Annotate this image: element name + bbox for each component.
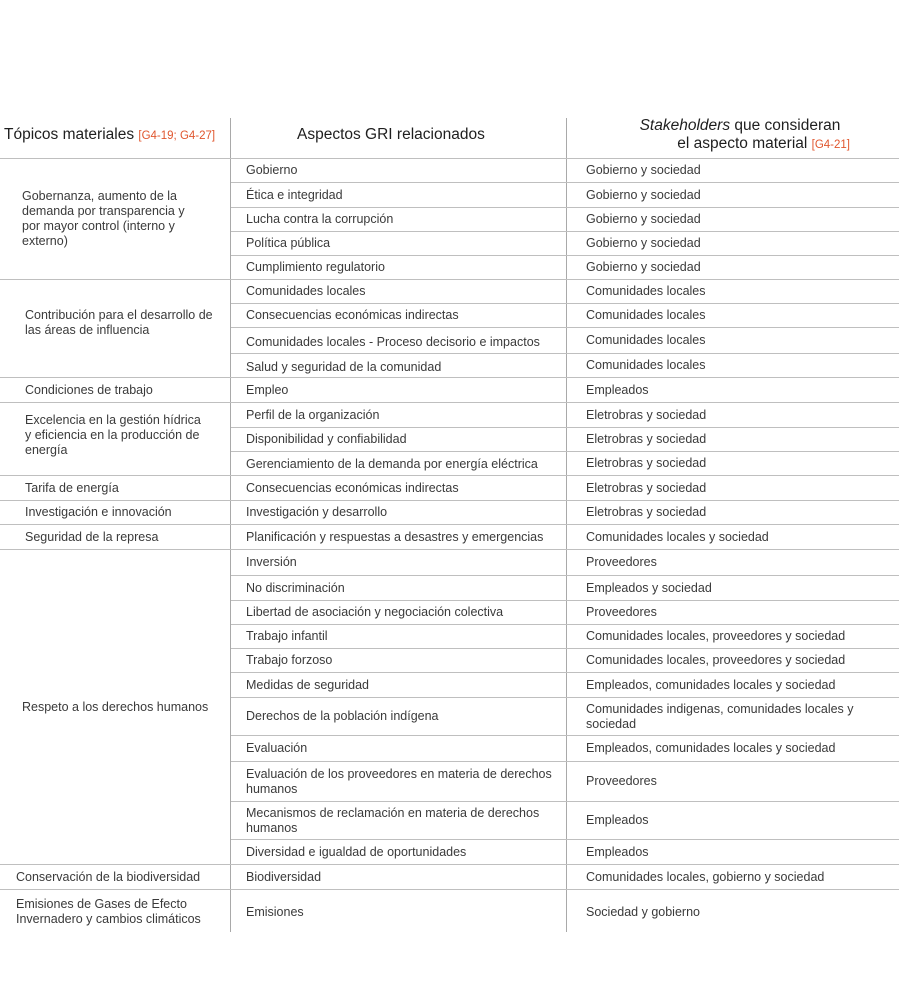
stakeholder-label: Empleados — [586, 382, 649, 397]
stakeholder-label: Comunidades locales — [586, 308, 706, 322]
aspect-label: Trabajo infantil — [246, 629, 328, 643]
stakeholder-label: Eletrobras y sociedad — [586, 432, 707, 446]
aspect-label: Comunidades locales — [246, 284, 366, 298]
topic-cell — [0, 550, 230, 864]
header-stakeholders-line2 — [600, 135, 880, 154]
aspect-label: Empleo — [246, 382, 289, 397]
stakeholder-cell — [586, 208, 886, 231]
stakeholder-label: Gobierno y sociedad — [586, 212, 701, 226]
stakeholder-cell — [586, 525, 886, 549]
topic-label: Excelencia en la gestión hídrica y eficiencia en la producción de energía — [25, 413, 201, 457]
aspect-label: Gerenciamiento de la demanda por energía eléctrica — [246, 457, 538, 471]
stakeholder-label: Gobierno y sociedad — [586, 260, 701, 274]
stakeholder-label: Empleados, comunidades locales y sociedad — [586, 677, 836, 692]
aspect-cell — [246, 525, 564, 549]
stakeholder-cell — [586, 865, 886, 889]
aspect-label: Cumplimiento regulatorio — [246, 260, 385, 274]
stakeholder-label: Comunidades locales — [586, 333, 706, 347]
topic-label: Condiciones de trabajo — [25, 382, 153, 397]
topic-cell — [0, 890, 230, 934]
stakeholder-label: Comunidades locales, gobierno y sociedad — [586, 869, 825, 884]
stakeholder-label: Comunidades locales y sociedad — [586, 529, 769, 544]
topic-label: Contribución para el desarrollo de las áreas de influencia — [25, 308, 213, 337]
stakeholder-cell — [586, 328, 886, 353]
aspect-label: Medidas de seguridad — [246, 677, 369, 692]
stakeholder-cell — [586, 378, 886, 402]
aspect-label: Libertad de asociación y negociación colectiva — [246, 605, 504, 619]
topic-label: Emisiones de Gases de Efecto Invernadero y cambios climáticos — [16, 897, 201, 926]
stakeholder-cell — [586, 304, 886, 327]
stakeholder-cell — [586, 280, 886, 303]
aspect-label: Gobierno — [246, 163, 298, 177]
topic-cell — [0, 378, 230, 402]
aspect-cell — [246, 476, 564, 500]
aspect-label: Mecanismos de reclamación en materia de derechos humanos — [246, 805, 540, 835]
topic-label: Conservación de la biodiversidad — [16, 869, 201, 884]
aspect-cell — [246, 232, 564, 255]
aspect-label: Consecuencias económicas indirectas — [246, 480, 459, 495]
stakeholder-label: Eletrobras y sociedad — [586, 480, 707, 495]
stakeholder-label: Eletrobras y sociedad — [586, 456, 707, 470]
aspect-cell — [246, 256, 564, 279]
stakeholder-cell — [586, 601, 886, 624]
stakeholder-cell — [586, 354, 886, 377]
aspect-label: Evaluación de los proveedores en materia de derechos humanos — [246, 766, 552, 796]
aspect-cell — [246, 428, 564, 451]
stakeholder-cell — [586, 649, 886, 672]
aspect-label: Trabajo forzoso — [246, 653, 333, 667]
header-topics — [4, 126, 215, 145]
topic-cell — [0, 865, 230, 889]
stakeholder-label: Comunidades locales — [586, 284, 706, 298]
aspect-cell — [246, 183, 564, 207]
aspect-cell — [246, 802, 564, 839]
stakeholder-cell — [586, 625, 886, 648]
stakeholder-label: Eletrobras y sociedad — [586, 407, 707, 422]
stakeholder-label: Proveedores — [586, 605, 657, 619]
topic-cell — [0, 159, 230, 279]
aspect-label: Política pública — [246, 236, 331, 250]
stakeholder-cell — [586, 256, 886, 279]
stakeholder-label: Comunidades locales, proveedores y sociedad — [586, 629, 846, 643]
column-divider — [230, 118, 231, 932]
stakeholder-cell — [586, 501, 886, 524]
stakeholder-cell — [586, 403, 886, 427]
topic-label: Investigación e innovación — [25, 505, 172, 519]
stakeholder-cell — [586, 802, 886, 839]
aspect-cell — [246, 403, 564, 427]
aspect-cell — [246, 304, 564, 327]
topic-cell — [0, 501, 230, 524]
aspect-cell — [246, 890, 564, 934]
aspect-cell — [246, 840, 564, 864]
stakeholder-cell — [586, 428, 886, 451]
aspect-label: Evaluación — [246, 741, 308, 755]
topic-cell — [0, 525, 230, 549]
stakeholder-cell — [586, 576, 886, 600]
topic-label: Respeto a los derechos humanos — [22, 699, 209, 714]
aspect-cell — [246, 601, 564, 624]
aspect-label: Emisiones — [246, 904, 304, 919]
aspect-cell — [246, 208, 564, 231]
header-stakeholders-line2-label: el aspecto material — [677, 135, 808, 152]
aspect-cell — [246, 280, 564, 303]
aspect-cell — [246, 673, 564, 697]
aspect-label: Perfil de la organización — [246, 407, 380, 422]
aspect-label: No discriminación — [246, 580, 345, 595]
header-stakeholders-ref: [G4-21] — [811, 139, 850, 151]
stakeholder-cell — [586, 736, 886, 761]
stakeholder-cell — [586, 762, 886, 801]
aspect-cell — [246, 328, 564, 353]
stakeholder-cell — [586, 159, 886, 182]
topic-cell — [0, 280, 230, 377]
stakeholder-label: Empleados — [586, 844, 649, 859]
aspect-cell — [246, 865, 564, 889]
aspect-cell — [246, 698, 564, 735]
header-stakeholders-line1 — [600, 117, 880, 135]
header-topics-label: Tópicos materiales — [4, 126, 135, 143]
stakeholder-cell — [586, 232, 886, 255]
aspect-cell — [246, 501, 564, 524]
stakeholder-label: Empleados y sociedad — [586, 580, 712, 595]
stakeholder-label: Empleados, comunidades locales y sociedad — [586, 741, 836, 755]
stakeholder-label: Sociedad y gobierno — [586, 904, 700, 919]
aspect-cell — [246, 736, 564, 761]
column-divider — [566, 118, 567, 932]
aspect-label: Diversidad e igualdad de oportunidades — [246, 844, 467, 859]
stakeholder-cell — [586, 452, 886, 475]
aspect-label: Inversión — [246, 555, 297, 569]
header-aspects-label: Aspectos GRI relacionados — [297, 126, 485, 143]
header-stakeholders — [600, 117, 880, 154]
aspect-cell — [246, 576, 564, 600]
aspect-label: Comunidades locales - Proceso decisorio e impactos — [246, 335, 540, 349]
aspect-label: Investigación y desarrollo — [246, 505, 388, 519]
stakeholder-cell — [586, 183, 886, 207]
header-aspects — [297, 126, 485, 144]
header-topics-ref: [G4-19; G4-27] — [138, 130, 216, 142]
aspect-cell — [246, 354, 564, 377]
stakeholder-label: Gobierno y sociedad — [586, 163, 701, 177]
aspect-cell — [246, 378, 564, 402]
aspect-cell — [246, 550, 564, 575]
stakeholder-cell — [586, 673, 886, 697]
stakeholder-cell — [586, 476, 886, 500]
aspect-cell — [246, 762, 564, 801]
stakeholder-label: Comunidades locales — [586, 358, 706, 372]
topic-label: Gobernanza, aumento de la demanda por transparencia y por mayor control (interno y externo) — [22, 189, 185, 248]
aspect-cell — [246, 649, 564, 672]
aspect-cell — [246, 159, 564, 182]
aspect-label: Salud y seguridad de la comunidad — [246, 360, 442, 374]
aspect-label: Biodiversidad — [246, 869, 322, 884]
header-stakeholders-rest: que consideran — [730, 117, 841, 134]
stakeholder-label: Gobierno y sociedad — [586, 236, 701, 250]
stakeholder-label: Gobierno y sociedad — [586, 187, 701, 202]
aspect-cell — [246, 452, 564, 475]
stakeholder-cell — [586, 840, 886, 864]
stakeholder-label: Comunidades locales, proveedores y sociedad — [586, 653, 846, 667]
stakeholder-cell — [586, 698, 886, 735]
aspect-label: Lucha contra la corrupción — [246, 212, 394, 226]
stakeholder-cell — [586, 890, 886, 934]
aspect-label: Disponibilidad y confiabilidad — [246, 432, 407, 446]
aspect-label: Planificación y respuestas a desastres y emergencias — [246, 529, 544, 544]
topic-label: Seguridad de la represa — [25, 529, 159, 544]
stakeholder-label: Proveedores — [586, 555, 657, 569]
aspect-label: Ética e integridad — [246, 187, 343, 202]
aspect-label: Consecuencias económicas indirectas — [246, 308, 459, 322]
topic-cell — [0, 403, 230, 475]
header-stakeholders-italic: Stakeholders — [639, 117, 731, 134]
aspect-label: Derechos de la población indígena — [246, 709, 439, 723]
stakeholder-label: Empleados — [586, 813, 649, 827]
topic-cell — [0, 476, 230, 500]
stakeholder-label: Proveedores — [586, 774, 657, 788]
topic-label: Tarifa de energía — [25, 480, 119, 495]
stakeholder-label: Comunidades indigenas, comunidades locales y sociedad — [586, 701, 854, 731]
stakeholder-cell — [586, 550, 886, 575]
aspect-cell — [246, 625, 564, 648]
stakeholder-label: Eletrobras y sociedad — [586, 505, 707, 519]
